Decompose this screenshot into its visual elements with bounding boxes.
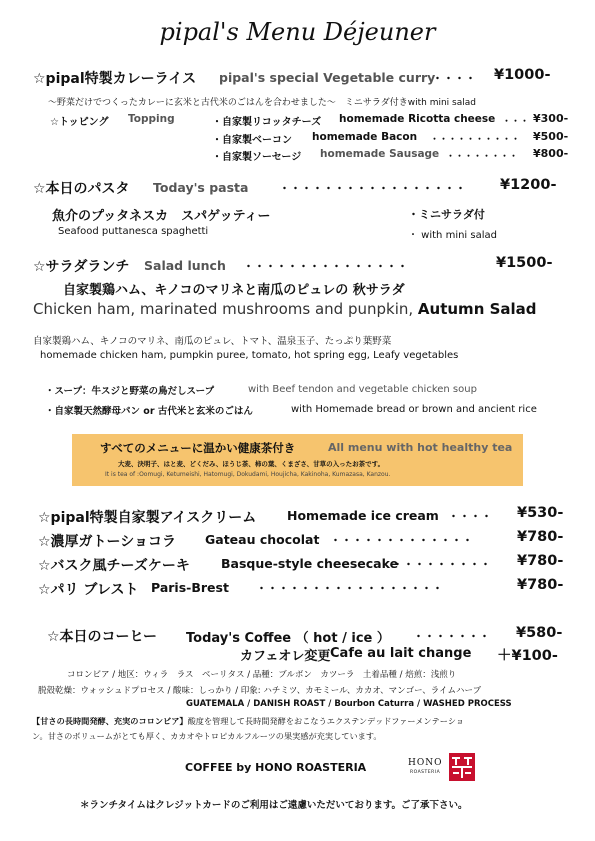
coffee-note-bold: 【甘さの長時間発酵、充実のコロンビア】 — [32, 716, 188, 726]
coffee-note-tail: ン。 — [32, 731, 48, 741]
coffee-note-rest: 酸度を管理して長時間発酵をおこなうエクステンデッドファーメンテーショ — [187, 716, 464, 726]
topping-leader: ・・・・・・・・ — [446, 152, 519, 162]
pasta-price: ¥1200- — [500, 177, 557, 193]
logo-subword: ROASTERIA — [410, 770, 441, 775]
topping-price: ¥500- — [533, 130, 569, 143]
dessert-en: Paris-Brest — [151, 580, 229, 595]
dessert-leader: ・・・・ — [448, 510, 492, 523]
curry-description: 〜野菜だけでつくったカレーに玄米と古代米のごはんを合わせました〜 ミニサラダ付きwith mini salad — [48, 98, 476, 108]
dessert-jp: ☆パリ ブレスト — [38, 582, 139, 598]
curry-leader: ・・・・ — [432, 72, 476, 85]
dessert-jp: ☆濃厚ガトーショコラ — [38, 534, 176, 550]
latte-price: ＋¥100- — [497, 648, 558, 664]
pasta-name-jp: ☆本日のパスタ — [33, 181, 130, 197]
page-title: pipal's Menu Déjeuner — [159, 18, 436, 46]
tea-list-jp: 大麦、決明子、はと麦、どくだみ、ほうじ茶、柿の葉、くまざさ、甘草の入ったお茶です。 — [118, 460, 385, 468]
salad-name-jp: ☆サラダランチ — [33, 259, 130, 275]
dessert-jp: ☆pipal特製自家製アイスクリーム — [38, 510, 257, 526]
tea-en: All menu with hot healthy tea — [328, 441, 513, 454]
salad-bread-en: with Homemade bread or brown and ancient rice — [291, 404, 537, 415]
coffee-leader: ・・・・・・・ — [413, 630, 490, 643]
hono-logo-icon — [449, 753, 475, 781]
pasta-side-jp: ・ミニサラダ付 — [408, 208, 485, 221]
salad-ingredients-en: homemade chicken ham, pumpkin puree, tomato, hot spring egg, Leafy vegetables — [40, 350, 459, 361]
salad-headline-en-b: Autumn Salad — [417, 300, 537, 318]
curry-name-en: pipal's special Vegetable curry — [219, 70, 436, 85]
pasta-name-en: Today's pasta — [153, 180, 249, 195]
dessert-en: Gateau chocolat — [205, 532, 320, 547]
salad-price: ¥1500- — [496, 255, 553, 271]
curry-price: ¥1000- — [494, 67, 551, 83]
latte-jp: カフェオレ変更 — [240, 649, 331, 664]
dessert-price: ¥780- — [517, 577, 564, 593]
coffee-price: ¥580- — [516, 625, 563, 641]
salad-soup-jp: ・スープ：牛スジと野菜の鳥だしスープ — [45, 386, 215, 397]
curry-name-jp: ☆pipal特製カレーライス — [33, 71, 197, 87]
salad-headline-jp: 自家製鶏ハム、キノコのマリネと南瓜のピュレの 秋サラダ — [63, 283, 405, 298]
dessert-en: Homemade ice cream — [287, 508, 439, 523]
salad-soup-en: with Beef tendon and vegetable chicken soup — [248, 384, 477, 395]
salad-headline-en-a: Chicken ham, marinated mushrooms and punpkin, — [33, 300, 414, 318]
dessert-price: ¥780- — [517, 553, 564, 569]
topping-en: homemade Ricotta cheese — [339, 113, 496, 125]
tea-jp: すべてのメニューに温かい健康茶付き — [100, 441, 296, 455]
dessert-price: ¥530- — [517, 505, 564, 521]
coffee-details-3: GUATEMALA / DANISH ROAST / Bourbon Caturra / WASHED PROCESS — [186, 699, 512, 709]
coffee-details-2: 脱殻乾燥：ウォッシュドプロセス / 酸味：しっかり / 印象: ハチミツ、カモミール、カカオ、マンゴー、ライムハーブ — [38, 686, 482, 696]
topping-leader: ・・・・・・・・・・ — [430, 135, 521, 145]
topping-label-en: Topping — [128, 113, 175, 125]
topping-leader: ・・・ — [502, 117, 530, 127]
coffee-details-1: コロンビア / 地区：ウィラ ラス ベーリタス / 品種：ブルボン カツーラ 土着品種 / 焙煎：浅煎り — [67, 670, 457, 680]
footer-note: ＊ランチタイムはクレジットカードのご利用はご遠慮いただいております。ご了承下さい。 — [80, 800, 468, 811]
coffee-note-body: 甘さのボリュームがとても厚く、カカオやトロピカルフルーツの果実感が充実しています。 — [47, 731, 382, 741]
topping-jp: ・自家製ソーセージ — [212, 152, 302, 163]
topping-jp: ・自家製リコッタチーズ — [212, 117, 322, 128]
topping-en: homemade Bacon — [312, 131, 418, 143]
coffee-name-jp: ☆本日のコーヒー — [47, 629, 157, 645]
salad-headline-en — [33, 300, 537, 318]
topping-label-jp: ☆トッピング — [50, 117, 109, 128]
topping-price: ¥300- — [533, 112, 569, 125]
pasta-dish-jp: 魚介のプッタネスカ スパゲッティー — [52, 209, 271, 224]
dessert-jp: ☆バスク風チーズケーキ — [38, 558, 190, 574]
curry-item — [33, 68, 196, 88]
coffee-note-line1 — [32, 716, 464, 727]
dessert-leader: ・・・・・・・・・・・・・・・・・ — [256, 582, 443, 595]
logo-word: HONO — [408, 758, 443, 768]
topping-row-ricotta — [212, 113, 321, 128]
salad-name-en: Salad lunch — [144, 258, 226, 273]
topping-en: homemade Sausage — [320, 148, 440, 160]
dessert-price: ¥780- — [517, 529, 564, 545]
tea-list-en: It is tea of :Oomugi, Ketumeishi, Hatomugi, Dokudami, Houjicha, Kakinoha, Kumazasa, Kanzou. — [105, 471, 391, 478]
salad-ingredients-jp: 自家製鶏ハム、キノコのマリネ、南瓜のピュレ、トマト、温泉玉子、たっぷり葉野菜 — [33, 336, 392, 347]
dessert-leader: ・・・・・・・・・ — [392, 558, 491, 571]
roaster-name: COFFEE by HONO ROASTERIA — [185, 761, 367, 774]
coffee-name-en: Today's Coffee （ hot / ice ） — [186, 631, 390, 646]
pasta-side-en: ・ with mini salad — [408, 230, 497, 241]
salad-leader: ・・・・・・・・・・・・・・・ — [243, 260, 408, 273]
dessert-leader: ・・・・・・・・・・・・・ — [330, 534, 473, 547]
dessert-en: Basque-style cheesecake — [221, 556, 399, 571]
salad-bread-jp: ・自家製天然酵母パン or 古代米と玄米のごはん — [45, 406, 253, 417]
latte-en: Cafe au lait change — [330, 646, 472, 661]
pasta-leader: ・・・・・・・・・・・・・・・・・ — [279, 182, 466, 195]
pasta-dish-en: Seafood puttanesca spaghetti — [58, 226, 209, 237]
coffee-note-line2 — [32, 731, 382, 742]
topping-jp: ・自家製ベーコン — [212, 135, 292, 146]
topping-price: ¥800- — [533, 147, 569, 160]
